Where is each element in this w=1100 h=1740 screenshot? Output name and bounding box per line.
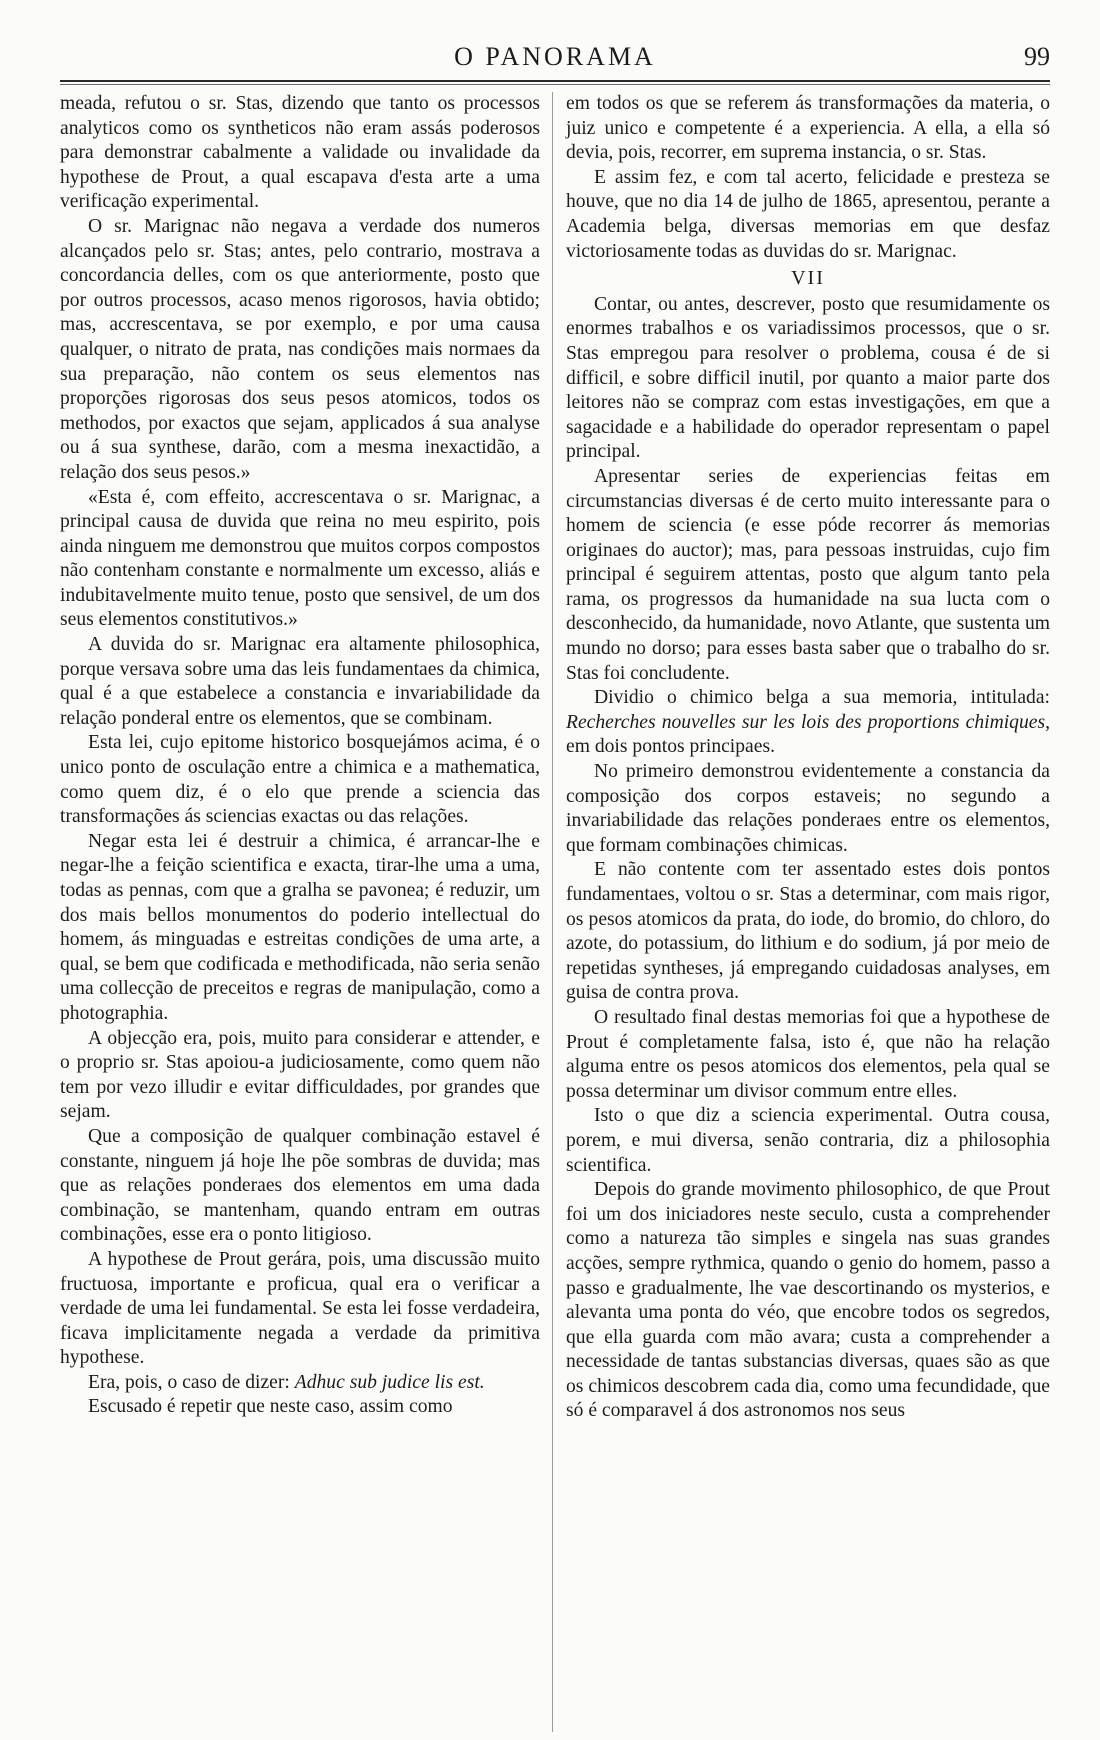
paragraph: O resultado final destas memorias foi que a hypothese de Prout é completamente falsa, isto é, que não ha relação alguma entre os pesos atomicos dos elementos, pela qual se possa determinar um divisor commum entre elles.: [566, 1006, 1050, 1102]
right-column: [566, 92, 1050, 1424]
latin-phrase: Adhuc sub judice lis est.: [294, 1371, 485, 1393]
section-heading: VII: [791, 267, 825, 290]
paragraph: em todos os que se referem ás transformações da materia, o juiz unico e competente é a experiencia. A ella, a ella só devia, pois, recorrer, em suprema instancia, o sr. Stas.: [566, 93, 1050, 164]
paragraph: No primeiro demonstrou evidentemente a constancia da composição dos corpos estaveis; no segundo a invariabilidade das relações ponderaes entre os elementos, que formam combinações chimicas.: [566, 761, 1050, 856]
paragraph: E não contente com ter assentado estes dois pontos fundamentaes, voltou o sr. Stas a determinar, com mais rigor, os pesos atomicos da prata, do iode, do bromio, do chloro, do azote, do potassium, do lithium e do sodium, já por meio de repetidas syntheses, já empregando cuidadosas analyses, em guisa de contra prova.: [566, 859, 1050, 1004]
left-column: [60, 92, 540, 1420]
header-rule-thin: [60, 84, 1050, 85]
page-header: [60, 36, 1050, 76]
paragraph: Apresentar series de experiencias feitas em circumstancias diversas é de certo muito interessante para o homem de sciencia (e esse póde recorrer ás memorias originaes do auctor); mas, para pessoas instruidas, cujo fim principal é seguirem attentas, posto que algum tanto pela rama, os progressos da humanidade na sua lucta com o desconhecido, da humanidade, novo Atlante, que sustenta um mundo no dorso; para esses basta saber que o trabalho do sr. Stas foi concludente.: [566, 465, 1050, 684]
paragraph: Escusado é repetir que neste caso, assim como: [88, 1396, 453, 1418]
paragraph: Isto o que diz a sciencia experimental. Outra cousa, porem, e mui diversa, senão contraria, diz a philosophia scientifica.: [566, 1105, 1050, 1176]
paragraph-text: Era, pois, o caso de dizer:: [88, 1371, 295, 1393]
paragraph-text: , em dois pontos principaes.: [566, 711, 1050, 758]
book-title: Recherches nouvelles sur les lois des proportions chimiques: [566, 711, 1046, 733]
column-divider: [552, 92, 553, 1732]
paragraph: Esta lei, cujo epitome historico bosquejámos acima, é o unico ponto de osculação entre a chimica e a mathematica, como quem diz, é o elo que prende a sciencia das transformações ás sciencias exactas ou das relações.: [60, 732, 540, 828]
paragraph: Depois do grande movimento philosophico, de que Prout foi um dos iniciadores neste seculo, custa a comprehender como a natureza tão simples e singela nas suas grandes acções, sempre rythmica, quando o genio do homem, passo a passo e gradualmente, lhe vae descortinando os mysterios, e alevanta uma ponta do véo, que encobre todos os segredos, que ella guarda com mão avara; custa a comprehender a necessidade de tantas substancias diversas, quaes são as que os chimicos descobrem cada dia, como uma fecundidade, que só é comparavel á dos astronomos nos seus: [566, 1179, 1050, 1422]
paragraph: E assim fez, e com tal acerto, felicidade e presteza se houve, que no dia 14 de julho de 1865, apresentou, perante a Academia belga, diversas memorias em que desfaz victoriosamente todas as duvidas do sr. Marignac.: [566, 166, 1050, 262]
paragraph: A hypothese de Prout gerára, pois, uma discussão muito fructuosa, importante e proficua, qual era o verificar a verdade de uma lei fundamental. Se esta lei fosse verdadeira, ficava implicitamente negada a verdade da primitiva hypothese.: [60, 1248, 540, 1369]
paragraph-text: Dividio o chimico belga a sua memoria, intitulada:: [594, 687, 1050, 709]
paragraph: [566, 686, 1050, 760]
running-title: O PANORAMA: [454, 42, 656, 71]
paragraph: A objecção era, pois, muito para considerar e attender, e o proprio sr. Stas apoiou-a judiciosamente, como quem não tem por vezo illudir e evitar difficuldades, por grandes que sejam.: [60, 1027, 540, 1123]
header-rule: [60, 80, 1050, 82]
paragraph: O sr. Marignac não negava a verdade dos numeros alcançados pelo sr. Stas; antes, pelo contrario, mostrava a concordancia delles, com os que anteriormente, posto que por outros processos, acaso menos rigorosos, havia obtido; mas, accrescentava, se por exemplo, e por uma causa qualquer, o nitrato de prata, nas condições mais normaes da sua preparação, não contem os seus elementos nas proporções rigorosas dos seus pesos atomicos, todos os methodos, por exactos que sejam, applicados á sua analyse ou á sua synthese, darão, com a mesma inexactidão, a relação dos seus pesos.»: [60, 215, 540, 483]
paragraph: meada, refutou o sr. Stas, dizendo que tanto os processos analyticos como os syntheticos não eram assás poderosos para demonstrar cabalmente a validade ou invalidade da hypothese de Prout, a qual escapava d'esta arte a uma verificação experimental.: [60, 93, 540, 213]
paragraph: [60, 1371, 540, 1396]
paragraph: «Esta é, com effeito, accrescentava o sr. Marignac, a principal causa de duvida que reina no meu espirito, pois ainda ninguem me demonstrou que muitos corpos compostos não contenham constante e normalmente um excesso, aliás e indubitavelmente muito tenue, posto que sensivel, de um dos seus elementos constitutivos.»: [60, 486, 540, 631]
paragraph: A duvida do sr. Marignac era altamente philosophica, porque versava sobre uma das leis fundamentaes da chimica, qual é a que estabelece a constancia e invariabilidade da relação ponderal entre os elementos, que se combinam.: [60, 634, 540, 729]
paragraph: Que a composição de qualquer combinação estavel é constante, ninguem já hoje lhe põe sombras de duvida; mas que as relações ponderaes dos elementos em uma dada combinação, se mantenham, quando entram em outras combinações, esse era o ponto litigioso.: [60, 1125, 540, 1246]
paragraph: Contar, ou antes, descrever, posto que resumidamente os enormes trabalhos e os variadissimos processos, que o sr. Stas empregou para resolver o problema, cousa é de si difficil, e sobre difficil inutil, por quanto a maior parte dos leitores não se compraz com estas investigações, em que a sagacidade e a habilidade do operador representam o papel principal.: [566, 293, 1050, 463]
page-number: 99: [1024, 42, 1050, 71]
paragraph: Negar esta lei é destruir a chimica, é arrancar-lhe e negar-lhe a feição scientifica e exacta, tirar-lhe uma a uma, todas as pennas, com que a gralha se pavonea; é reduzir, um dos mais bellos monumentos do poderio intellectual do homem, ás minguadas e estreitas condições de uma arte, a qual, se bem que codificada e methodificada, não seria senão uma collecção de preceitos e regras de manipulação, como a photographia.: [60, 830, 540, 1024]
